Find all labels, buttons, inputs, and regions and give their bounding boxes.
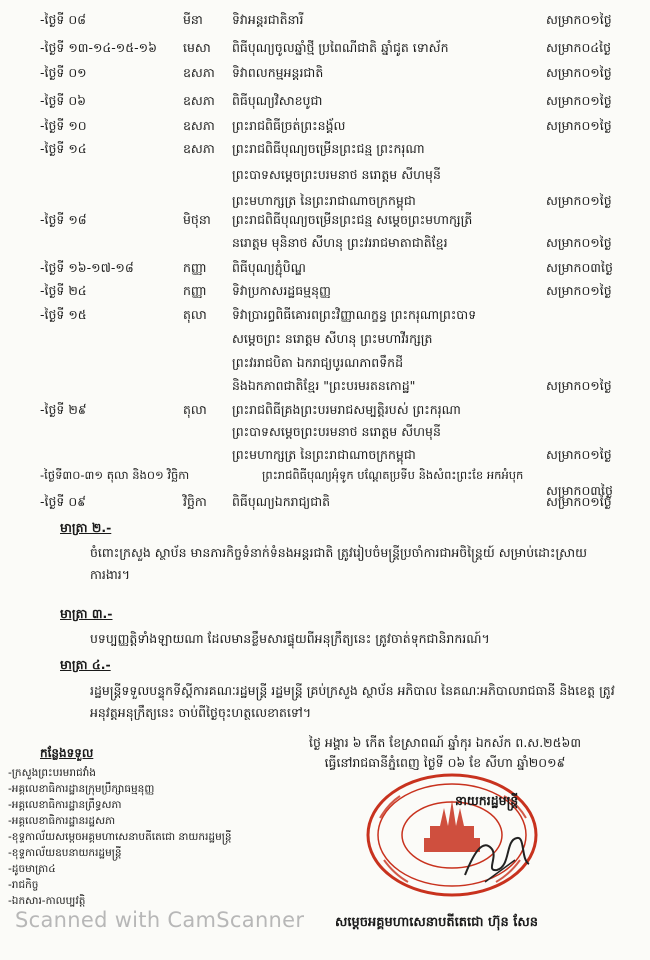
signature-title: នាយករដ្ឋមន្ត្រី bbox=[455, 793, 519, 808]
holiday-duration: សម្រាក០៤ថ្ងៃ bbox=[546, 40, 612, 55]
holiday-desc-cont: និងឯកភាពជាតិខ្មែរ "ព្រះបរមរតនកោដ្ឋ" bbox=[232, 378, 416, 393]
list-item: -អគ្គលេខាធិការដ្ឋានព្រឹទ្ធសភា bbox=[8, 799, 122, 811]
holiday-day: -ថ្ងៃទី ១៣-១៤-១៥-១៦ bbox=[40, 40, 157, 55]
holiday-desc: ពិធីបុណ្យភ្ជុំបិណ្ឌ bbox=[232, 260, 306, 275]
holiday-month: ឧសភា bbox=[183, 65, 215, 80]
holiday-desc: ព្រះរាជពិធីបុណ្យចម្រើនព្រះជន្ម ព្រះករុណា bbox=[232, 141, 425, 156]
holiday-duration: សម្រាក០១ថ្ងៃ bbox=[546, 93, 612, 108]
holiday-day: -ថ្ងៃទី ១៤ bbox=[40, 141, 87, 156]
solar-date: ធ្វើនៅរាជធានីភ្នំពេញ ថ្ងៃទី ០៦ ខែ សីហា ឆ្នាំ២០១៩ bbox=[324, 755, 566, 770]
holiday-duration: សម្រាក០១ថ្ងៃ bbox=[546, 12, 612, 27]
holiday-day: -ថ្ងៃទី ១០ bbox=[40, 118, 87, 133]
article-3-title: មាត្រា ៣.- bbox=[60, 606, 113, 621]
list-item: -ក្រសួងព្រះបរមរាជវាំង bbox=[8, 767, 96, 779]
holiday-desc: ទិវាអន្តរជាតិនារី bbox=[232, 12, 304, 27]
holiday-day: -ថ្ងៃទី ០៩ bbox=[40, 494, 87, 509]
holiday-desc: ព្រះរាជពិធីគ្រងព្រះបរមរាជសម្បត្តិរបស់ ព្រះករុណា bbox=[232, 402, 461, 417]
article-2-text bbox=[40, 542, 620, 586]
holiday-desc: ទិវាប្រកាសរដ្ឋធម្មនុញ្ញ bbox=[232, 283, 331, 298]
holiday-duration: សម្រាក០១ថ្ងៃ bbox=[546, 494, 612, 509]
holiday-day: -ថ្ងៃទី ០៦ bbox=[40, 93, 87, 108]
holiday-duration: សម្រាក០៣ថ្ងៃ bbox=[546, 483, 613, 498]
article-4-title: មាត្រា ៤.- bbox=[60, 657, 111, 672]
list-item: -រាជកិច្ច bbox=[8, 879, 39, 891]
list-item: -ដូចមាត្រា៤ bbox=[8, 863, 56, 875]
holiday-month: កញ្ញា bbox=[183, 260, 207, 275]
holiday-day: -ថ្ងៃទី៣០-៣១ តុលា និង០១ វិច្ឆិកា bbox=[40, 468, 190, 482]
holiday-desc-cont: ព្រះវររាជបិតា ឯករាជ្យបូរណភាពទឹកដី bbox=[232, 355, 404, 370]
lunar-date: ថ្ងៃ អង្គារ ៦ កើត ខែស្រាពណ៍ ឆ្នាំកុរ ឯកស័ក ព.ស.២៥៦៣ bbox=[308, 735, 582, 750]
holiday-desc: ព្រះរាជពិធីច្រត់ព្រះនង្គ័ល bbox=[232, 118, 346, 133]
article-2-title: មាត្រា ២.- bbox=[60, 520, 112, 535]
holiday-day: -ថ្ងៃទី ២៩ bbox=[40, 402, 87, 417]
holiday-duration: សម្រាក០១ថ្ងៃ bbox=[546, 283, 612, 298]
list-item: -ខុទ្ទកាល័យឧបនាយករដ្ឋមន្ត្រី bbox=[8, 847, 122, 859]
holiday-month: ឧសភា bbox=[183, 93, 215, 108]
article-3-body: បទប្បញ្ញត្តិទាំងឡាយណា ដែលមានខ្លឹមសារផ្ទុយពីអនុក្រឹត្យនេះ ត្រូវចាត់ទុកជានិរាករណ៍។ bbox=[90, 631, 490, 646]
holiday-day: -ថ្ងៃទី ១៥ bbox=[40, 307, 87, 322]
holiday-desc: ព្រះរាជពិធីបុណ្យចម្រើនព្រះជន្ម សម្តេចព្រះមហាក្សត្រី bbox=[232, 212, 473, 227]
holiday-month: មេសា bbox=[183, 40, 211, 55]
date-block bbox=[265, 733, 625, 773]
article-4-body: រដ្ឋមន្ត្រីទទួលបន្ទុកទីស្តីការគណៈរដ្ឋមន្ត្រី រដ្ឋមន្ត្រី គ្រប់ក្រសួង ស្ថាប័ន អភិបាល នៃគណៈអភិបាលរាជធានី និងខេត្ត ត្រូវអនុវត្តអនុក្រឹត្យនេះ ចាប់ពីថ្ងៃចុះហត្ថលេខាតទៅ។ bbox=[90, 683, 615, 720]
camscanner-watermark bbox=[15, 908, 304, 932]
cc-list bbox=[8, 765, 232, 909]
holiday-duration: សម្រាក០៣ថ្ងៃ bbox=[546, 260, 613, 275]
holiday-desc-cont: នរោត្តម មុនិនាថ សីហនុ ព្រះវររាជមាតាជាតិខ្មែរ bbox=[232, 235, 448, 250]
holiday-duration: សម្រាក០១ថ្ងៃ bbox=[546, 65, 612, 80]
holiday-duration: សម្រាក០១ថ្ងៃ bbox=[546, 378, 612, 393]
holiday-month: វិច្ឆិកា bbox=[183, 494, 207, 509]
article-3-text bbox=[40, 628, 620, 650]
holiday-desc-cont: ព្រះមហាក្សត្រ នៃព្រះរាជាណាចក្រកម្ពុជា bbox=[232, 447, 416, 462]
holiday-desc-cont: ព្រះមហាក្សត្រ នៃព្រះរាជាណាចក្រកម្ពុជា bbox=[232, 193, 416, 208]
holiday-day: -ថ្ងៃទី ០៨ bbox=[40, 12, 87, 27]
holiday-desc: ទិវាប្រារព្ធពិធីគោរពព្រះវិញ្ញាណក្ខន្ធ ព្រះករុណាព្រះបាទ bbox=[232, 307, 477, 322]
list-item: -ឯកសារ-កាលប្បវត្តិ bbox=[8, 895, 86, 907]
holiday-desc: ពិធីបុណ្យឯករាជ្យជាតិ bbox=[232, 494, 331, 509]
holiday-duration: សម្រាក០១ថ្ងៃ bbox=[546, 447, 612, 462]
holiday-month: កញ្ញា bbox=[183, 283, 207, 298]
holiday-desc: ពិធីបុណ្យវិសាខបូជា bbox=[232, 93, 323, 108]
holiday-day: -ថ្ងៃទី ០១ bbox=[40, 65, 87, 80]
holiday-desc: ពិធីបុណ្យចូលឆ្នាំថ្មី ប្រពៃណីជាតិ ឆ្នាំជូត ទោស័ក bbox=[232, 40, 449, 55]
holiday-desc: ព្រះរាជពិធីបុណ្យអុំទូក បណ្តែតប្រទីប និងសំពះព្រះខែ អកអំបុក bbox=[262, 468, 524, 482]
holiday-desc-cont: សម្តេចព្រះ នរោត្តម សីហនុ ព្រះមហាវីរក្សត្រ bbox=[232, 331, 433, 346]
signature bbox=[455, 820, 535, 890]
holiday-month: ឧសភា bbox=[183, 141, 215, 156]
list-item: -ខុទ្ទកាល័យសម្តេចអគ្គមហាសេនាបតីតេជោ នាយករដ្ឋមន្ត្រី bbox=[8, 831, 232, 843]
holiday-day: -ថ្ងៃទី ២៤ bbox=[40, 283, 87, 298]
holiday-month: ឧសភា bbox=[183, 118, 215, 133]
cc-title: កន្លែងទទួល bbox=[40, 746, 94, 760]
holiday-month: មីនា bbox=[183, 12, 203, 27]
article-2-body: ចំពោះក្រសួង ស្ថាប័ន មានភារកិច្ចទំនាក់ទំនងអន្តរជាតិ ត្រូវរៀបចំមន្ត្រីប្រចាំការជាអចិន្ត្រៃយ៍ សម្រាប់ដោះស្រាយការងារ។ bbox=[90, 545, 588, 582]
holiday-desc: ទិវាពលកម្មអន្តរជាតិ bbox=[232, 65, 324, 80]
holiday-month: តុលា bbox=[183, 402, 207, 417]
holiday-duration: សម្រាក០១ថ្ងៃ bbox=[546, 118, 612, 133]
holiday-month: មិថុនា bbox=[183, 212, 211, 227]
watermark-text: Scanned with CamScanner bbox=[15, 908, 305, 932]
holiday-duration: សម្រាក០១ថ្ងៃ bbox=[546, 193, 612, 208]
holiday-day: -ថ្ងៃទី ១៨ bbox=[40, 212, 87, 227]
holiday-month: តុលា bbox=[183, 307, 207, 322]
signer-name: សម្តេចអគ្គមហាសេនាបតីតេជោ ហ៊ុន សែន bbox=[335, 915, 538, 930]
list-item: -អគ្គលេខាធិការដ្ឋានរដ្ឋសភា bbox=[8, 815, 116, 827]
holiday-duration: សម្រាក០១ថ្ងៃ bbox=[546, 235, 612, 250]
holiday-desc-cont: ព្រះបាទសម្តេចព្រះបរមនាថ នរោត្តម សីហមុនី bbox=[232, 424, 441, 439]
article-4-text bbox=[40, 680, 620, 724]
holiday-desc-cont: ព្រះបាទសម្តេចព្រះបរមនាថ នរោត្តម សីហមុនី bbox=[232, 167, 441, 182]
list-item: -អគ្គលេខាធិការដ្ឋានក្រុមប្រឹក្សាធម្មនុញ្ញ bbox=[8, 783, 155, 795]
holiday-day: -ថ្ងៃទី ១៦-១៧-១៨ bbox=[40, 260, 134, 275]
